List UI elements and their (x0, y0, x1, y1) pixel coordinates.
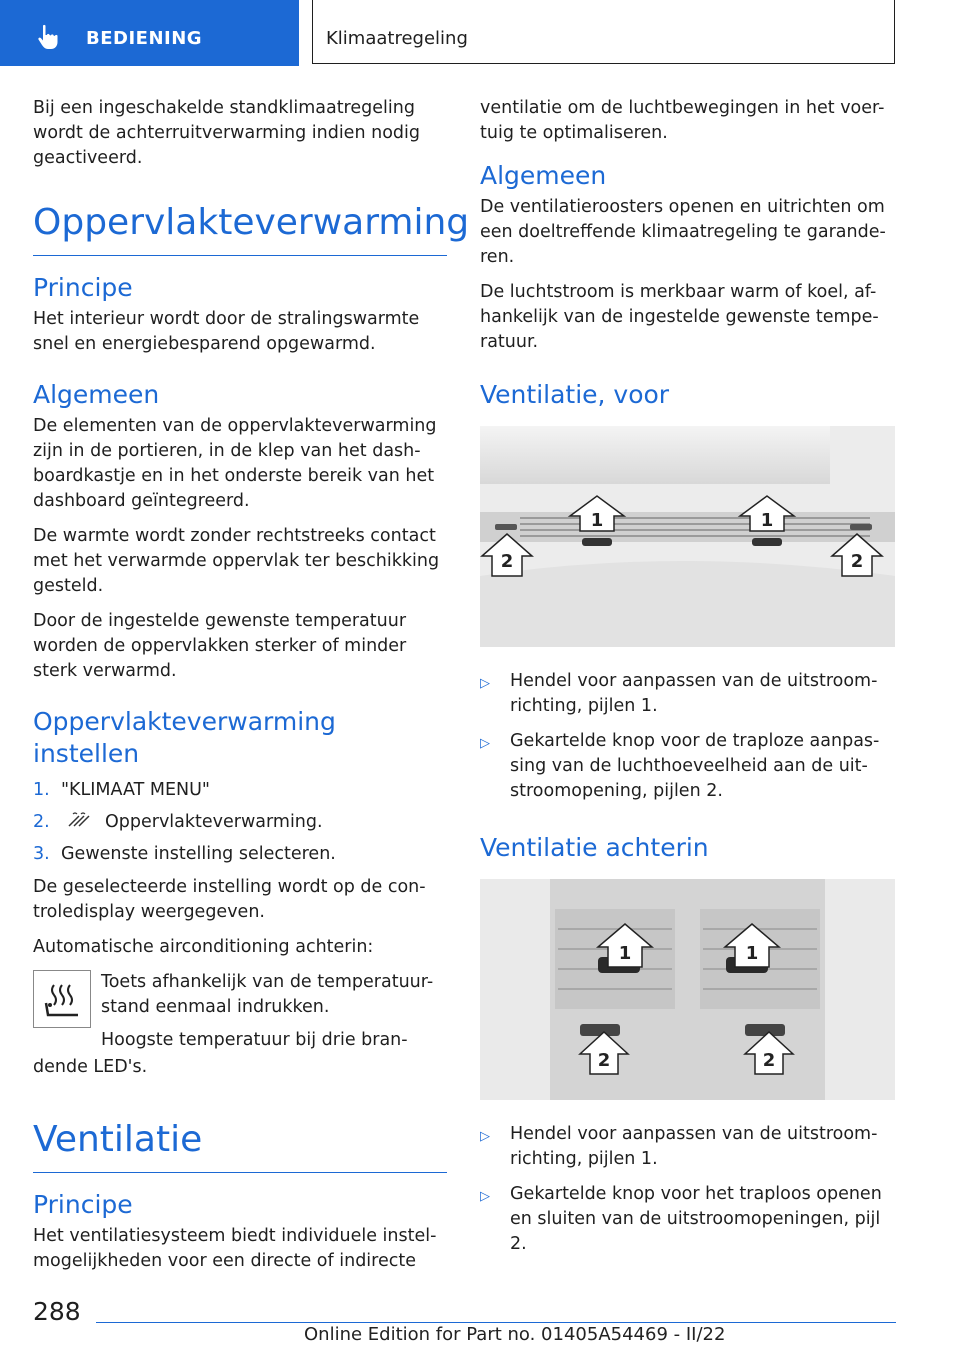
page-number: 288 (33, 1297, 81, 1326)
seat-heating-row (33, 970, 447, 1061)
rear-vent-image (480, 879, 895, 1100)
svg-text:2: 2 (762, 1050, 776, 1071)
heading-vent-general: Algemeen (480, 161, 607, 190)
heading-vent-principle: Principe (33, 1190, 133, 1219)
hand-pointer-icon (34, 22, 64, 52)
heading-settings: Oppervlakteverwarming instellen (33, 707, 336, 768)
triangle-bullet-icon: ▷ (480, 1189, 490, 1204)
svg-text:2: 2 (850, 551, 864, 572)
svg-text:2: 2 (597, 1050, 611, 1071)
triangle-bullet-icon: ▷ (480, 736, 490, 751)
rear-bullets (480, 1122, 896, 1257)
edition-text: Online Edition for Part no. 01405A54469 - II/22 (304, 1324, 726, 1345)
heading-general: Algemeen (33, 380, 160, 409)
footer-divider (96, 1322, 896, 1323)
right-column (480, 96, 896, 1267)
svg-text:1: 1 (760, 510, 774, 531)
intro-text: Bij een ingeschakelde standklimaatregeling wordt de achterruitverwarming indien nodig geactiveerd. (33, 98, 420, 168)
surface-heating-icon (65, 810, 97, 830)
chapter-title: Klimaatregeling (326, 28, 468, 49)
list-item: ▷ Hendel voor aanpassen van de uitstroom-richting, pijlen 1. (480, 1122, 896, 1172)
general-text-3: Door de ingestelde gewenste temperatuur worden de oppervlakken sterker of minder sterk verwarmd. (33, 611, 407, 681)
principle-text: Het interieur wordt door de stralingswarmte snel en energiebesparend opgewarmd. (33, 309, 420, 354)
heading-surface-heating: Oppervlakteverwarming (33, 201, 447, 256)
steps-list (33, 778, 447, 867)
chapter-box (312, 0, 895, 64)
step-item: 3. Gewenste instelling selecteren. (33, 844, 336, 864)
heading-principle: Principe (33, 273, 133, 302)
highest-temp-text: Hoogste temperatuur bij drie bran- (101, 1030, 408, 1050)
seat-heating-icon (33, 970, 91, 1028)
step-item: 2. Oppervlakteverwarming. (33, 812, 323, 832)
highest-temp-tail: dende LED's. (33, 1057, 148, 1077)
step-item: 1. "KLIMAAT MENU" (33, 780, 210, 800)
general-text-2: De warmte wordt zonder rechtstreeks contact met het verwarmde oppervlak ter beschikking gesteld. (33, 526, 440, 596)
section-tab (0, 0, 299, 66)
front-vent-image (480, 426, 895, 647)
vent-cont-text: ventilatie om de luchtbewegingen in het voer-tuig te optimaliseren. (480, 98, 885, 143)
seat-heating-text (101, 970, 447, 1061)
triangle-bullet-icon: ▷ (480, 1129, 490, 1144)
list-item: ▷ Gekartelde knop voor de traploze aanpas-sing van de luchthoeveelheid aan de uit-stroomopening, pijlen 2. (480, 729, 896, 804)
triangle-bullet-icon: ▷ (480, 676, 490, 691)
vent-general-text-2: De luchtstroom is merkbaar warm of koel, af-hankelijk van de ingestelde gewenste tempe-ratuur. (480, 282, 879, 352)
general-text-1: De elementen van de oppervlakteverwarming zijn in de portieren, in de klep van het dash-boardkastje en in het onderste bereik van het dashboard geïntegreerd. (33, 416, 437, 511)
heading-ventilation: Ventilatie (33, 1118, 447, 1173)
vent-principle-text: Het ventilatiesysteem biedt individuele instel-mogelijkheden voor een directe of indirecte (33, 1226, 437, 1271)
list-item: ▷ Hendel voor aanpassen van de uitstroom-richting, pijlen 1. (480, 669, 896, 719)
display-text: De geselecteerde instelling wordt op de con-troledisplay weergegeven. (33, 877, 426, 922)
svg-text:1: 1 (745, 943, 759, 964)
section-title: BEDIENING (86, 28, 203, 49)
svg-text:1: 1 (618, 943, 632, 964)
front-bullets (480, 669, 896, 804)
heading-vent-front: Ventilatie, voor (480, 380, 670, 409)
svg-text:2: 2 (500, 551, 514, 572)
svg-text:1: 1 (590, 510, 604, 531)
auto-ac-text: Automatische airconditioning achterin: (33, 937, 374, 957)
heading-vent-rear: Ventilatie achterin (480, 833, 709, 862)
button-text: Toets afhankelijk van de temperatuur-stand eenmaal indrukken. (101, 972, 434, 1017)
vent-general-text-1: De ventilatieroosters openen en uitrichten om een doeltreffende klimaatregeling te garande-ren. (480, 197, 886, 267)
left-column (33, 96, 470, 1284)
list-item: ▷ Gekartelde knop voor het traploos openen en sluiten van de uitstroomopeningen, pijl 2. (480, 1182, 896, 1257)
page-header (0, 0, 960, 66)
